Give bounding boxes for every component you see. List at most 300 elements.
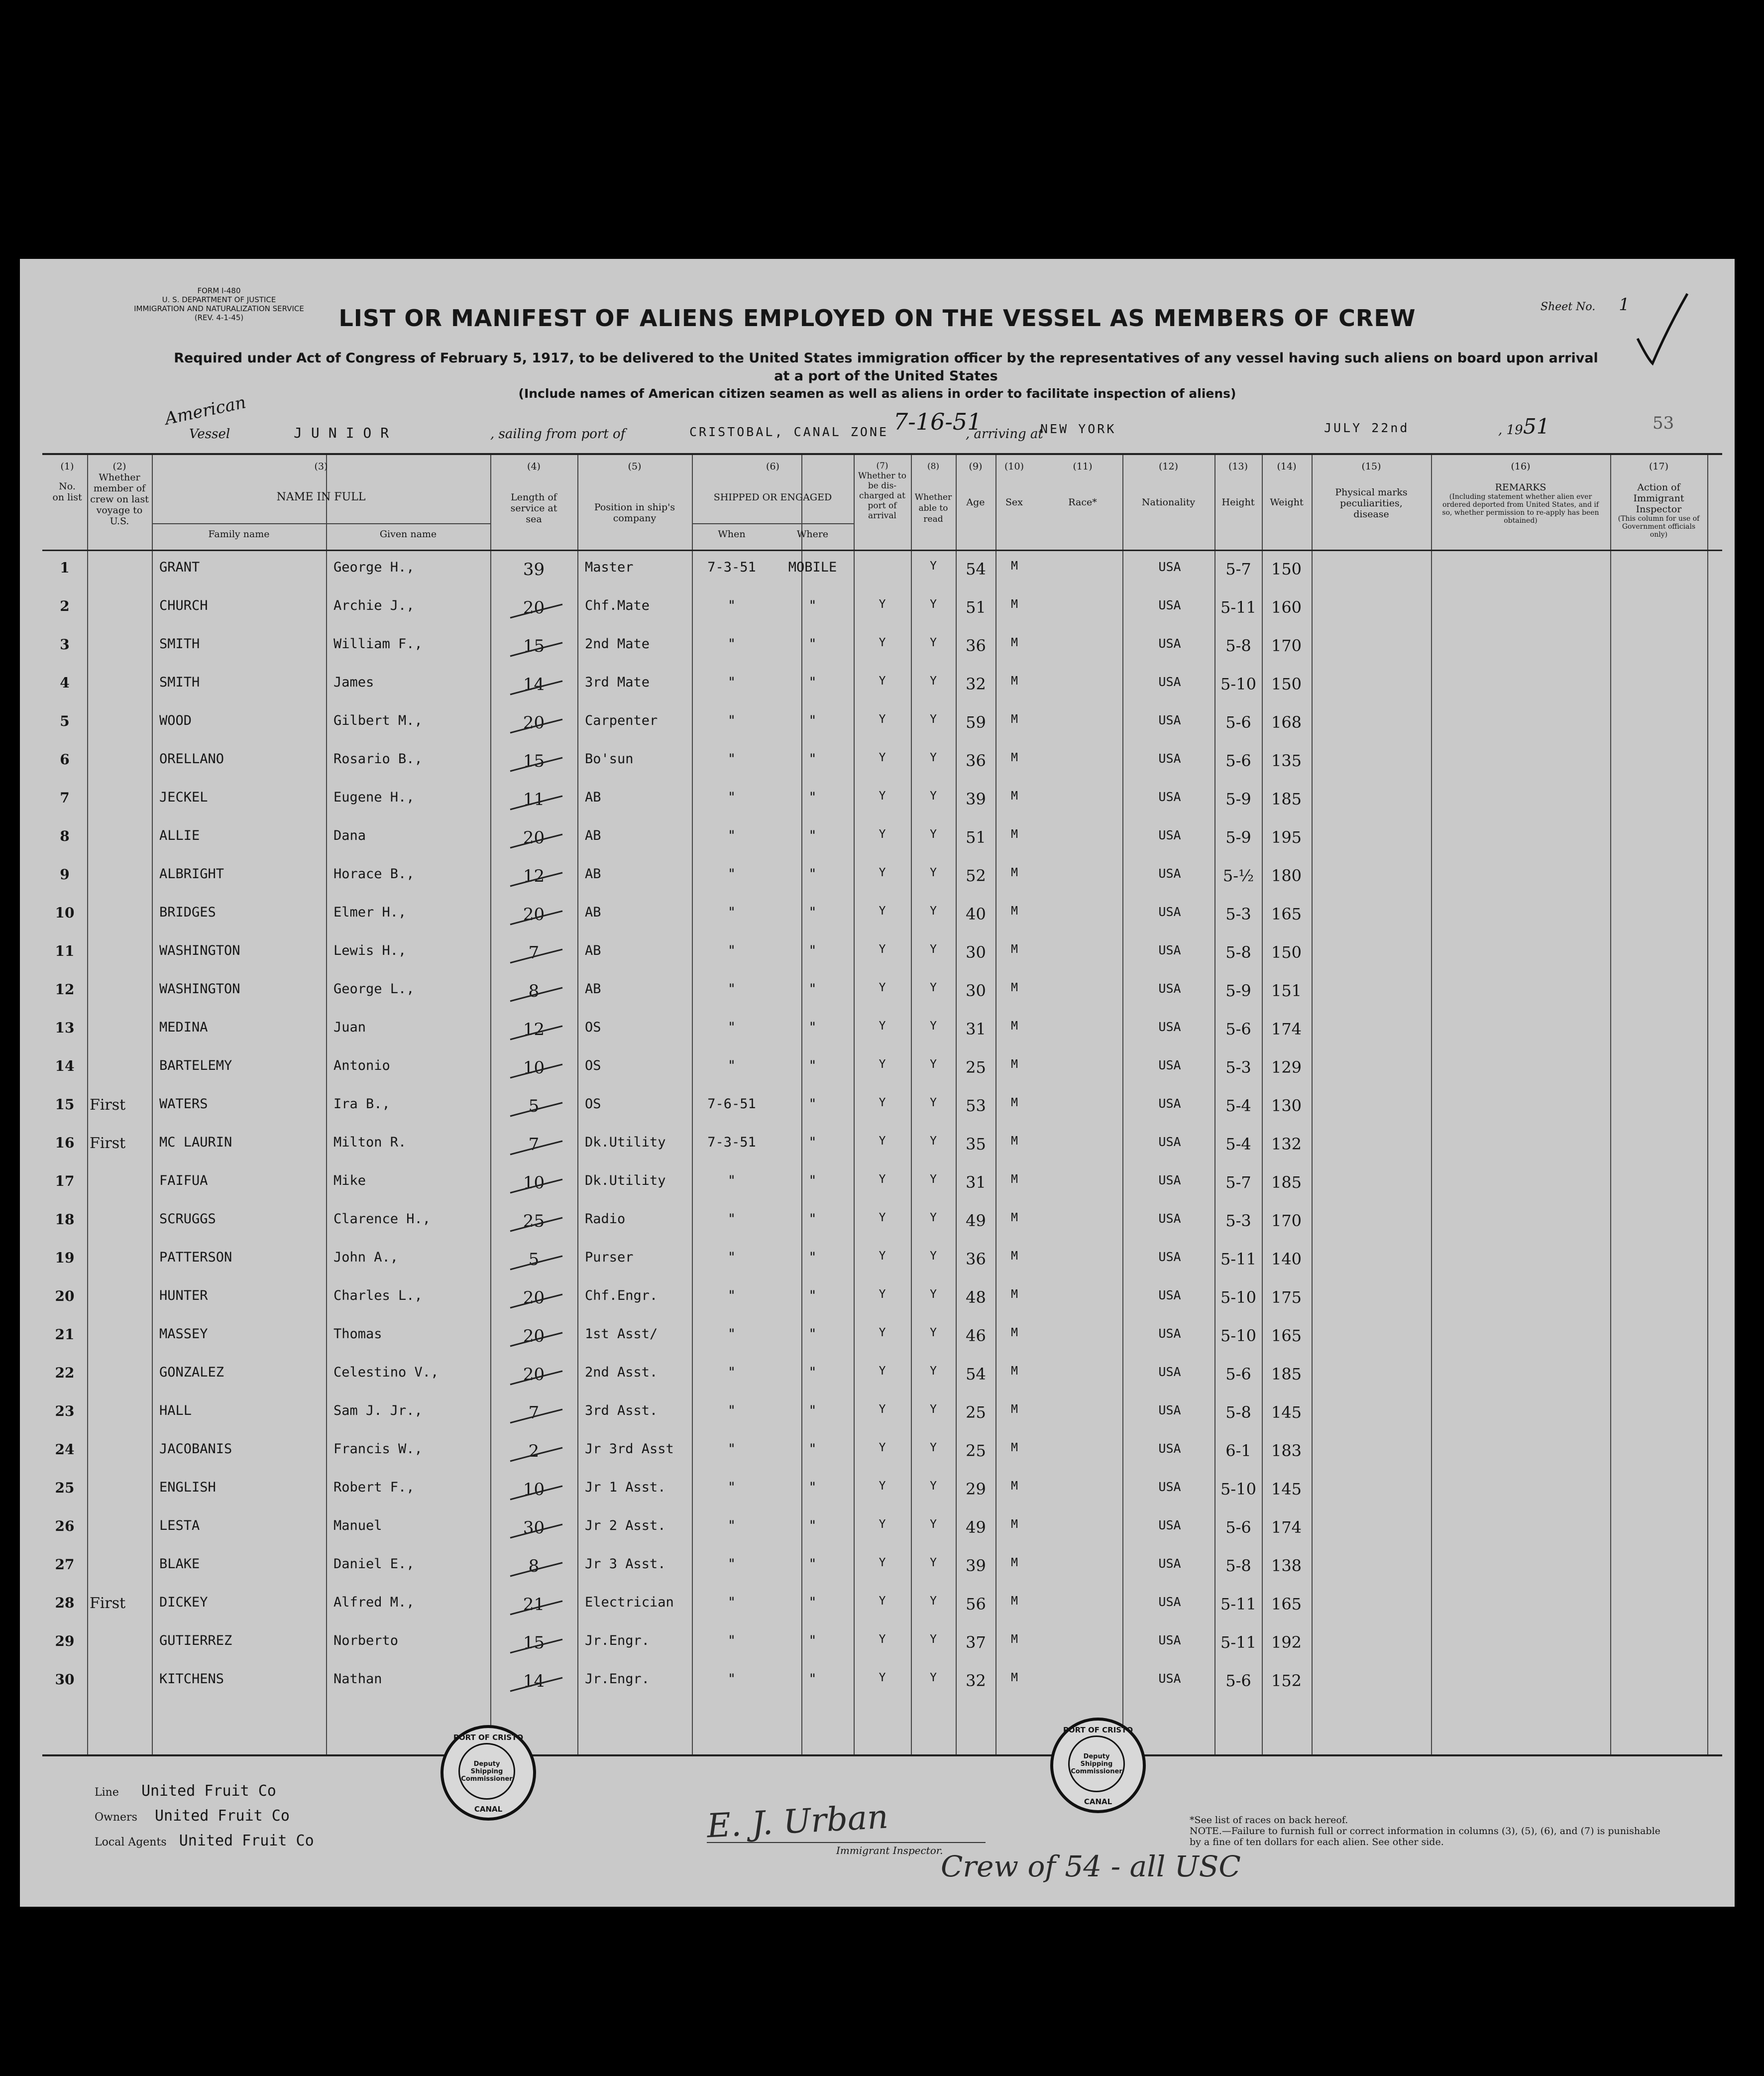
shipped-where: " <box>808 1020 817 1035</box>
position: 3rd Asst. <box>585 1403 658 1418</box>
age: 35 <box>966 1135 986 1153</box>
family-name: ENGLISH <box>159 1480 216 1495</box>
height: 5-8 <box>1225 943 1251 962</box>
nationality: USA <box>1158 1250 1181 1264</box>
given-name: Lewis H., <box>333 943 407 958</box>
crew-table <box>42 453 1722 1756</box>
family-name: DICKEY <box>159 1595 208 1610</box>
col-14-label: Weight <box>1270 497 1304 508</box>
service-length: 20 <box>523 1288 545 1308</box>
able-to-read: Y <box>930 636 937 649</box>
shipped-where: " <box>808 981 817 997</box>
given-name: Thomas <box>333 1326 382 1342</box>
tick-mark-icon <box>508 755 567 775</box>
row-number: 1 <box>60 560 70 576</box>
row-number: 23 <box>55 1403 75 1419</box>
stamp-top-text: PORT OF CRISTO <box>1063 1726 1133 1734</box>
discharge: Y <box>879 981 886 994</box>
sex: M <box>1011 1096 1018 1109</box>
row-number: 14 <box>55 1058 75 1074</box>
sex: M <box>1011 866 1018 879</box>
col-1-num: (1) <box>60 461 74 472</box>
service-length: 7 <box>528 1403 540 1423</box>
tick-mark-icon <box>508 1522 567 1542</box>
position: AB <box>585 828 601 843</box>
shipped-when: " <box>727 1403 736 1418</box>
able-to-read: Y <box>930 1518 937 1531</box>
shipped-where: " <box>808 1096 817 1112</box>
position: Jr.Engr. <box>585 1633 650 1648</box>
position: Bo'sun <box>585 751 634 767</box>
family-name: BLAKE <box>159 1556 200 1572</box>
service-length: 7 <box>528 943 540 963</box>
last-voyage: First <box>90 1096 126 1114</box>
sex: M <box>1011 1518 1018 1531</box>
sex: M <box>1011 751 1018 764</box>
family-name: JACOBANIS <box>159 1441 232 1457</box>
weight: 145 <box>1271 1480 1302 1499</box>
service-length: 20 <box>523 598 545 618</box>
shipped-when: " <box>727 713 736 728</box>
age: 30 <box>966 981 986 1000</box>
col-3-num: (3) <box>314 461 328 472</box>
weight: 150 <box>1271 675 1302 693</box>
weight: 135 <box>1271 751 1302 770</box>
footnotes <box>1190 1815 1667 1847</box>
age: 36 <box>966 1250 986 1269</box>
position: OS <box>585 1096 601 1112</box>
shipped-where: " <box>808 1288 817 1303</box>
age: 25 <box>966 1441 986 1460</box>
weight: 138 <box>1271 1556 1302 1575</box>
weight: 168 <box>1271 713 1302 732</box>
able-to-read: Y <box>930 560 937 573</box>
shipped-when: 7-3-51 <box>707 560 756 575</box>
able-to-read: Y <box>930 1365 937 1378</box>
form-revision: (REV. 4-1-45) <box>194 313 244 322</box>
arrival-date: JULY 22nd <box>1324 421 1410 435</box>
able-to-read: Y <box>930 1403 937 1416</box>
discharge: Y <box>879 1250 886 1263</box>
col-10-num: (10) <box>1004 461 1024 472</box>
agents-value: United Fruit Co <box>179 1832 314 1849</box>
tick-mark-icon <box>508 1637 567 1657</box>
agents-label: Local Agents <box>95 1836 167 1848</box>
shipped-where: " <box>808 1403 817 1418</box>
col-11-label: Race* <box>1068 497 1097 508</box>
service-length: 11 <box>523 790 545 809</box>
position: AB <box>585 981 601 997</box>
col-8-label: Whether able to read <box>914 492 952 524</box>
include-note: (Include names of American citizen seamen as well as aliens in order to facilitate inspection of aliens) <box>518 386 1236 401</box>
age: 29 <box>966 1480 986 1499</box>
weight: 185 <box>1271 1365 1302 1384</box>
service-length: 15 <box>523 1633 545 1653</box>
family-name: WASHINGTON <box>159 943 240 958</box>
tick-mark-icon <box>508 640 567 660</box>
sex: M <box>1011 675 1018 688</box>
age: 48 <box>966 1288 986 1307</box>
shipped-when: 7-3-51 <box>707 1135 756 1150</box>
shipped-when: " <box>727 1518 736 1533</box>
shipped-where: " <box>808 1633 817 1648</box>
col-5-num: (5) <box>628 461 642 472</box>
sex: M <box>1011 1556 1018 1569</box>
page-mark: 53 <box>1653 413 1674 433</box>
family-name: WATERS <box>159 1096 208 1112</box>
tick-mark-icon <box>508 1407 567 1427</box>
discharge: Y <box>879 1441 886 1454</box>
family-name: ALBRIGHT <box>159 866 224 882</box>
tick-mark-icon <box>508 1484 567 1503</box>
discharge: Y <box>879 1058 886 1071</box>
able-to-read: Y <box>930 905 937 918</box>
nationality: USA <box>1158 1288 1181 1302</box>
position: Chf.Mate <box>585 598 650 613</box>
service-length: 10 <box>523 1173 545 1193</box>
tick-mark-icon <box>508 1254 567 1273</box>
weight: 174 <box>1271 1020 1302 1038</box>
shipped-where: " <box>808 866 817 882</box>
sex: M <box>1011 713 1018 726</box>
given-name: Rosario B., <box>333 751 423 767</box>
weight: 160 <box>1271 598 1302 617</box>
position: Dk.Utility <box>585 1173 666 1188</box>
given-name: John A., <box>333 1250 399 1265</box>
stamp-bottom-text: CANAL <box>1084 1797 1112 1806</box>
position: 1st Asst/ <box>585 1326 658 1342</box>
shipped-where: " <box>808 1250 817 1265</box>
sex: M <box>1011 1135 1018 1148</box>
height: 5-3 <box>1225 905 1251 923</box>
col-14-num: (14) <box>1277 461 1297 472</box>
age: 39 <box>966 1556 986 1575</box>
shipped-where: MOBILE <box>788 560 837 575</box>
given-name: Robert F., <box>333 1480 415 1495</box>
discharge: Y <box>879 1633 886 1646</box>
service-length: 21 <box>523 1595 545 1615</box>
discharge: Y <box>879 1211 886 1224</box>
shipped-when: " <box>727 828 736 843</box>
row-number: 20 <box>55 1288 75 1304</box>
shipped-where: " <box>808 713 817 728</box>
age: 51 <box>966 598 986 617</box>
discharge: Y <box>879 790 886 803</box>
shipped-when: " <box>727 1173 736 1188</box>
sex: M <box>1011 1020 1018 1033</box>
sex: M <box>1011 1595 1018 1608</box>
col-16-header <box>1431 461 1610 525</box>
height: 5-8 <box>1225 636 1251 655</box>
age: 59 <box>966 713 986 732</box>
shipped-when: " <box>727 981 736 997</box>
sex: M <box>1011 1211 1018 1224</box>
able-to-read: Y <box>930 1250 937 1263</box>
port-stamp <box>1050 1718 1146 1813</box>
given-name: James <box>333 675 374 690</box>
height: 5-9 <box>1225 981 1251 1000</box>
given-name: Milton R. <box>333 1135 407 1150</box>
col-13-label: Height <box>1221 497 1255 508</box>
height: 5-11 <box>1220 1250 1256 1269</box>
tick-mark-icon <box>508 1675 567 1695</box>
position: 3rd Mate <box>585 675 650 690</box>
able-to-read: Y <box>930 1096 937 1109</box>
family-name: ORELLANO <box>159 751 224 767</box>
height: 5-11 <box>1220 1633 1256 1652</box>
nationality: USA <box>1158 1058 1181 1072</box>
shipped-when: " <box>727 1671 736 1687</box>
weight: 129 <box>1271 1058 1302 1077</box>
col-2-num: (2) <box>112 461 126 472</box>
given-name: Gilbert M., <box>333 713 423 728</box>
shipped-when: " <box>727 905 736 920</box>
nationality: USA <box>1158 751 1181 766</box>
position: 2nd Mate <box>585 636 650 652</box>
tick-mark-icon <box>508 1292 567 1312</box>
position: OS <box>585 1020 601 1035</box>
service-length: 5 <box>528 1096 540 1116</box>
weight: 170 <box>1271 1211 1302 1230</box>
given-name: William F., <box>333 636 423 652</box>
position: Jr 3 Asst. <box>585 1556 666 1572</box>
age: 40 <box>966 905 986 923</box>
nationality: USA <box>1158 1326 1181 1341</box>
col-4-header <box>490 461 577 525</box>
able-to-read: Y <box>930 1595 937 1608</box>
shipped-when: " <box>727 866 736 882</box>
nationality: USA <box>1158 713 1181 727</box>
row-number: 25 <box>55 1480 75 1496</box>
sex: M <box>1011 828 1018 841</box>
able-to-read: Y <box>930 1671 937 1684</box>
year-prefix: , 19 <box>1498 423 1523 438</box>
col-12-label: Nationality <box>1141 497 1196 508</box>
height: 5-8 <box>1225 1403 1251 1422</box>
height: 5-9 <box>1225 790 1251 808</box>
inspector-signature: E. J. Urban <box>706 1797 889 1845</box>
sex: M <box>1011 1173 1018 1186</box>
given-name: Archie J., <box>333 598 415 613</box>
family-name: BRIDGES <box>159 905 216 920</box>
age: 31 <box>966 1020 986 1038</box>
height: 5-11 <box>1220 1595 1256 1614</box>
col-6-where: Where <box>796 529 829 540</box>
col-6-num: (6) <box>766 461 779 472</box>
nationality: USA <box>1158 1403 1181 1417</box>
given-name: Francis W., <box>333 1441 423 1457</box>
able-to-read: Y <box>930 1211 937 1224</box>
discharge: Y <box>879 1096 886 1109</box>
col-10-label: Sex <box>1005 497 1023 508</box>
height: 5-10 <box>1220 1326 1256 1345</box>
given-name: Dana <box>333 828 366 843</box>
col-9-num: (9) <box>969 461 983 472</box>
shipped-when: " <box>727 1633 736 1648</box>
tick-mark-icon <box>508 947 567 967</box>
tick-mark-icon <box>508 1445 567 1465</box>
shipped-where: " <box>808 1480 817 1495</box>
service-length: 20 <box>523 1326 545 1346</box>
col-9-header <box>956 461 995 508</box>
row-number: 19 <box>55 1250 75 1266</box>
age: 25 <box>966 1058 986 1077</box>
family-name: SMITH <box>159 636 200 652</box>
weight: 170 <box>1271 636 1302 655</box>
owners-label: Owners <box>95 1811 137 1824</box>
weight: 152 <box>1271 1671 1302 1690</box>
col-3-given: Given name <box>379 529 437 540</box>
sheet-number-label: Sheet No. <box>1541 301 1596 313</box>
shipped-when: " <box>727 1288 736 1303</box>
col-6-label: SHIPPED OR ENGAGED <box>713 492 832 503</box>
height: 5-6 <box>1225 1518 1251 1537</box>
col-2-label: Whether member of crew on last voyage to U.S. <box>90 472 149 527</box>
row-number: 9 <box>60 866 70 883</box>
col-6-when: When <box>718 529 746 540</box>
discharge: Y <box>879 905 886 918</box>
shipped-where: " <box>808 1556 817 1572</box>
tick-mark-icon <box>508 909 567 928</box>
shipped-where: " <box>808 1365 817 1380</box>
sex: M <box>1011 1250 1018 1263</box>
inspector-label: Immigrant Inspector. <box>836 1845 943 1856</box>
able-to-read: Y <box>930 1480 937 1493</box>
able-to-read: Y <box>930 1020 937 1033</box>
service-length: 20 <box>523 1365 545 1384</box>
given-name: Alfred M., <box>333 1595 415 1610</box>
service-length: 7 <box>528 1135 540 1154</box>
shipped-when: " <box>727 1058 736 1073</box>
age: 51 <box>966 828 986 847</box>
service-length: 10 <box>523 1480 545 1499</box>
position: AB <box>585 866 601 882</box>
row-number: 15 <box>55 1096 75 1113</box>
nationality: USA <box>1158 1671 1181 1686</box>
family-name: SCRUGGS <box>159 1211 216 1227</box>
family-name: WOOD <box>159 713 192 728</box>
able-to-read: Y <box>930 1441 937 1454</box>
height: 5-6 <box>1225 1020 1251 1038</box>
family-name: MEDINA <box>159 1020 208 1035</box>
arriving-label: , arriving at <box>966 427 1043 442</box>
vessel-annotation: American <box>163 392 248 429</box>
shipped-when: " <box>727 751 736 767</box>
nationality: USA <box>1158 1595 1181 1609</box>
height: 5-3 <box>1225 1058 1251 1077</box>
sex: M <box>1011 1288 1018 1301</box>
service-length: 12 <box>523 866 545 886</box>
given-name: Juan <box>333 1020 366 1035</box>
discharge: Y <box>879 598 886 611</box>
row-number: 17 <box>55 1173 75 1189</box>
nationality: USA <box>1158 1211 1181 1226</box>
discharge: Y <box>879 1173 886 1186</box>
col-1-header <box>52 461 82 503</box>
nationality: USA <box>1158 1556 1181 1571</box>
age: 53 <box>966 1096 986 1115</box>
position: Electrician <box>585 1595 674 1610</box>
col-13-num: (13) <box>1228 461 1248 472</box>
tick-mark-icon <box>508 679 567 698</box>
shipped-when: 7-6-51 <box>707 1096 756 1112</box>
line-value: United Fruit Co <box>141 1782 276 1800</box>
col-7-label: Whether to be dis-charged at port of arrival <box>858 471 906 521</box>
shipped-when: " <box>727 1480 736 1495</box>
service-length: 15 <box>523 751 545 771</box>
nationality: USA <box>1158 1365 1181 1379</box>
family-name: GONZALEZ <box>159 1365 224 1380</box>
weight: 174 <box>1271 1518 1302 1537</box>
row-number: 4 <box>60 675 70 691</box>
form-service: IMMIGRATION AND NATURALIZATION SERVICE <box>134 304 304 313</box>
col-13-header <box>1214 461 1262 508</box>
given-name: Elmer H., <box>333 905 407 920</box>
age: 54 <box>966 1365 986 1384</box>
col-3-label: NAME IN FULL <box>276 491 366 503</box>
discharge: Y <box>879 675 886 688</box>
age: 32 <box>966 675 986 693</box>
age: 49 <box>966 1518 986 1537</box>
nationality: USA <box>1158 1020 1181 1034</box>
able-to-read: Y <box>930 981 937 994</box>
discharge: Y <box>879 1135 886 1148</box>
col-15-label: Physical marks peculiarities, disease <box>1335 487 1408 520</box>
discharge: Y <box>879 1020 886 1033</box>
given-name: Antonio <box>333 1058 390 1073</box>
shipped-where: " <box>808 1173 817 1188</box>
shipped-where: " <box>808 598 817 613</box>
service-length: 10 <box>523 1058 545 1078</box>
weight: 140 <box>1271 1250 1302 1269</box>
col-3-family: Family name <box>208 529 270 540</box>
height: 5-3 <box>1225 1211 1251 1230</box>
height: 5-6 <box>1225 1671 1251 1690</box>
row-number: 13 <box>55 1020 75 1036</box>
given-name: Manuel <box>333 1518 382 1533</box>
discharge: Y <box>879 866 886 879</box>
service-length: 20 <box>523 828 545 848</box>
height: 5-10 <box>1220 675 1256 693</box>
port-to: NEW YORK <box>1040 422 1116 436</box>
family-name: HUNTER <box>159 1288 208 1303</box>
height: 5-6 <box>1225 1365 1251 1384</box>
sex: M <box>1011 1326 1018 1339</box>
sheet-number-value: 1 <box>1619 295 1630 315</box>
service-length: 14 <box>523 675 545 694</box>
last-voyage: First <box>90 1595 126 1612</box>
tick-mark-icon <box>508 1024 567 1043</box>
weight: 150 <box>1271 560 1302 578</box>
col-2-header <box>88 461 151 527</box>
height: 5-6 <box>1225 713 1251 732</box>
sailing-label: , sailing from port of <box>490 427 626 442</box>
col-6-header <box>692 461 854 503</box>
row-number: 26 <box>55 1518 75 1534</box>
nationality: USA <box>1158 1096 1181 1111</box>
row-number: 2 <box>60 598 70 614</box>
tick-mark-icon <box>508 1062 567 1082</box>
given-name: Mike <box>333 1173 366 1188</box>
nationality: USA <box>1158 598 1181 612</box>
vessel-label: Vessel <box>189 427 230 442</box>
race-note: *See list of races on back hereof. <box>1190 1815 1348 1826</box>
weight: 185 <box>1271 1173 1302 1192</box>
position: Jr 2 Asst. <box>585 1518 666 1533</box>
tick-mark-icon <box>508 794 567 813</box>
nationality: USA <box>1158 790 1181 804</box>
tick-mark-icon <box>508 1100 567 1120</box>
